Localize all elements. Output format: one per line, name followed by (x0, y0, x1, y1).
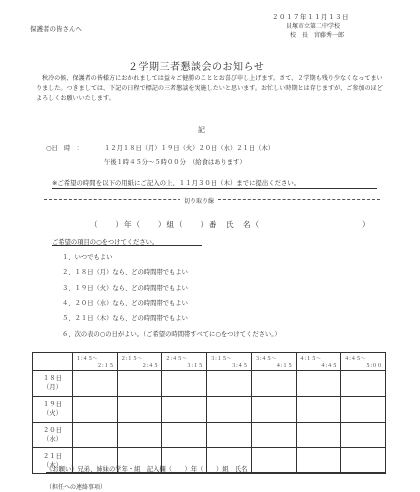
day-label-cell: ２１日 （木） (33, 448, 73, 474)
principal-name: 校 長 宮藤秀一郎 (290, 32, 345, 39)
cut-line-label: 切り取り線 (180, 196, 218, 205)
schedule-cell[interactable] (162, 371, 207, 397)
schedule-cell[interactable] (207, 422, 252, 448)
time-slot-header: １:４５～ ２:１５ (73, 353, 118, 371)
issue-date: ２０１７年１１月１３日 (272, 13, 349, 21)
body-paragraph: 秋冷の候、保護者の皆様方におかれましては益々ご健勝のこととお喜び申し上げます。さて、２学期も残り少なくなってまいりました。つきましては、下記の日程で標記の三者懇談を実施したいと思います。お忙しい時期とは存じますが、ご参加のほどよろしくお願いいたします。 (36, 75, 383, 102)
schedule-cell[interactable] (296, 396, 341, 422)
schedule-day-row (33, 396, 386, 422)
option-item: １、いつでもよい (62, 254, 113, 261)
schedule-day-row (33, 371, 386, 397)
schedule-cell[interactable] (73, 396, 118, 422)
schedule-cell[interactable] (73, 371, 118, 397)
time-slot-header: ４:１５～ ４:４５ (296, 353, 341, 371)
option-item: ５、２１日（木）なら、どの時間帯でもよい (62, 315, 188, 322)
schedule-cell[interactable] (341, 371, 386, 397)
schedule-cell[interactable] (117, 422, 162, 448)
datetime-dates: １２月１８日（月）１９日（火）２０日（水）２１日（木） (104, 145, 275, 152)
option-item: ４、２０日（水）なら、どの時間帯でもよい (62, 300, 188, 307)
addressee: 保護者の皆さんへ (30, 25, 82, 33)
schedule-cell[interactable] (296, 448, 341, 474)
time-slot-header: ３:４５～ ４:１５ (251, 353, 296, 371)
schedule-cell[interactable] (117, 396, 162, 422)
time-slot-header: ２:４５～ ３:１５ (162, 353, 207, 371)
sibling-request-underline (46, 472, 386, 473)
school-name: 貝塚市立第二中学校 (286, 23, 341, 30)
option-item: ２、１８日（月）なら、どの時間帯でもよい (62, 269, 188, 276)
schedule-cell[interactable] (162, 396, 207, 422)
notice-underline (52, 188, 377, 189)
schedule-cell[interactable] (251, 448, 296, 474)
schedule-cell[interactable] (73, 422, 118, 448)
submission-notice: ※ご希望の時間を以下の用紙にご記入の上、１１月３０日（木）までに提出ください。 (52, 179, 301, 187)
schedule-cell[interactable] (162, 422, 207, 448)
day-label-cell: １９日 （火） (33, 396, 73, 422)
student-name-row: （ ）年（ ）組（ ）番 氏 名（ ） (90, 220, 371, 229)
schedule-cell[interactable] (251, 396, 296, 422)
schedule-cell[interactable] (341, 448, 386, 474)
preference-heading: ご希望の項目の○をつけてください。 (52, 239, 159, 246)
option-item: ６、次の表の○の日がよい。（ご希望の時間帯すべてに○をつけてください。） (62, 331, 281, 338)
schedule-cell[interactable] (207, 371, 252, 397)
day-label-cell: ２０日 （水） (33, 422, 73, 448)
day-label-cell: １８日 （月） (33, 371, 73, 397)
schedule-header-row (33, 353, 386, 371)
datetime-label: ○日 時 ： (46, 145, 83, 152)
datetime-hours: 午後１時４５分～５時００分 （給食はあります） (104, 159, 246, 166)
schedule-cell[interactable] (251, 371, 296, 397)
sibling-request-line: 《お願い》兄弟、姉妹の学年・組 記入欄（ ）年（ ）組 氏名 (46, 466, 248, 473)
document-title: ２学期三者懇談会のお知らせ (128, 62, 265, 73)
teacher-contact-label: （担任への連絡事項） (46, 484, 107, 491)
preference-heading-underline (52, 245, 202, 246)
schedule-table (32, 352, 386, 474)
schedule-cell[interactable] (117, 371, 162, 397)
schedule-cell[interactable] (341, 422, 386, 448)
ki-heading: 記 (198, 126, 205, 134)
schedule-day-row (33, 422, 386, 448)
option-item: ３、１９日（火）なら、どの時間帯でもよい (62, 285, 188, 292)
schedule-cell[interactable] (296, 422, 341, 448)
schedule-cell[interactable] (296, 371, 341, 397)
time-slot-header: ４:４５～ ５:００ (341, 353, 386, 371)
time-slot-header: ２:１５～ ２:４５ (117, 353, 162, 371)
schedule-cell[interactable] (207, 396, 252, 422)
schedule-corner-cell (33, 353, 73, 371)
schedule-cell[interactable] (251, 422, 296, 448)
schedule-cell[interactable] (341, 396, 386, 422)
time-slot-header: ３:１５～ ３:４５ (207, 353, 252, 371)
